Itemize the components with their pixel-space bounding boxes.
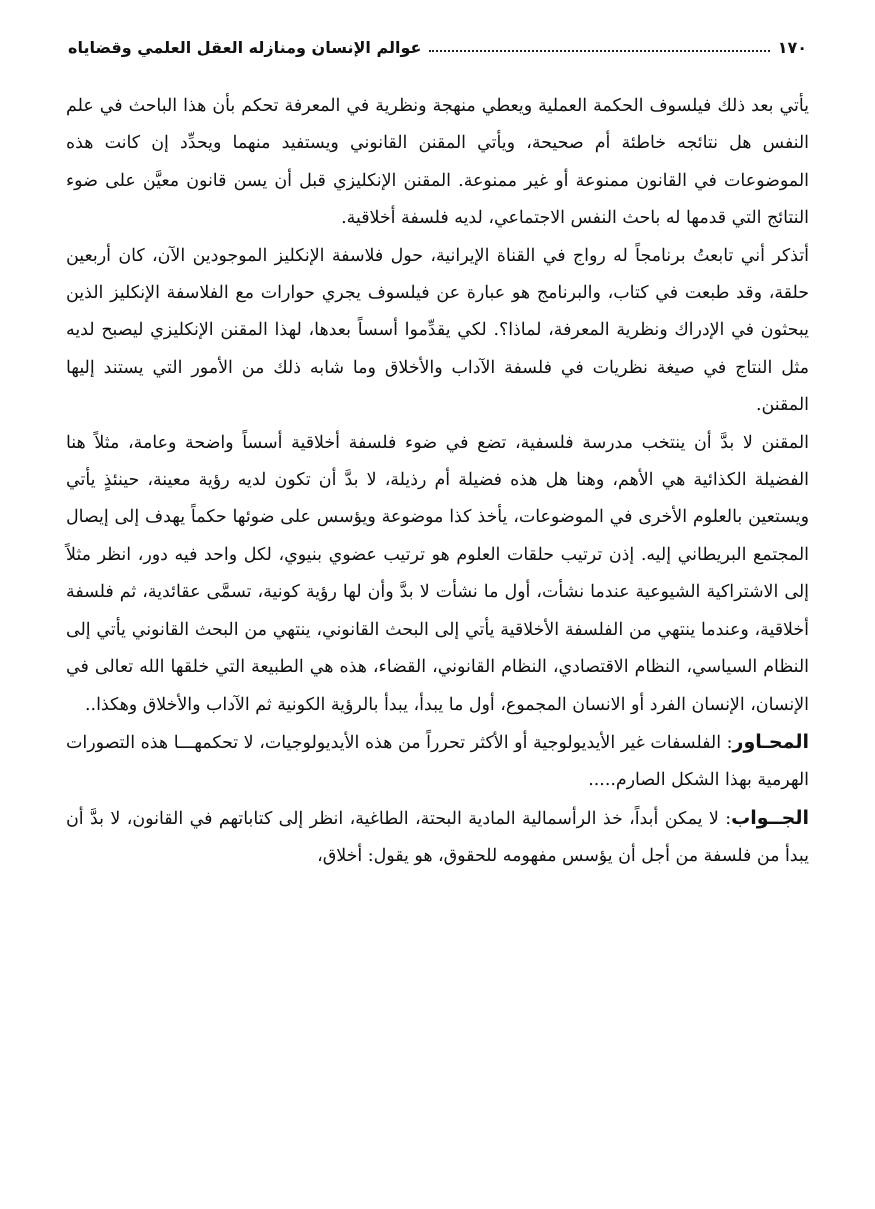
dialogue-text: : الفلسفات غير الأيديولوجية أو الأكثر تحرراً من هذه الأيديولوجيات، لا تحكمهـــا هذه التصورات الهرمية بهذا الشكل الصارم..... (66, 732, 809, 791)
dotted-leader (429, 50, 769, 52)
paragraph: المقنن لا بدَّ أن ينتخب مدرسة فلسفية، تضع في ضوء فلسفة أخلاقية أسساً واضحة وعامة، مثلاً هنا الفضيلة الكذائية هي الأهم، وهنا هل هذه فضيلة أم رذيلة، لا بدَّ أن تكون لديه رؤية معينة، حينئذٍ يأتي ويستعين بالعلوم الأخرى في الموضوعات، يأخذ كذا موضوعة ويؤسس على ضوئها حكماً يهدف إلى إيصال المجتمع البريطاني إليه. إذن ترتيب حلقات العلوم هو ترتيب عضوي بنيوي، لكل واحد فيه دور، انظر مثلاً إلى الاشتراكية الشيوعية عندما نشأت، أول ما نشأت لا بدَّ وأن لها رؤية كونية، تسمَّى عقائدية، ثم فلسفة أخلاقية، وعندما ينتهي من الفلسفة الأخلاقية يأتي إلى البحث القانوني، ينتهي من البحث القانوني يأتي إلى النظام السياسي، النظام الاقتصادي، النظام القانوني، القضاء، هذه هي الطبيعة التي خلقها الله تعالى في الإنسان، الإنسان الفرد أو الانسان المجموع، أول ما يبدأ، يبدأ بالرؤية الكونية ثم الآداب والأخلاق وهكذا.. (66, 432, 809, 715)
page-body (66, 88, 809, 876)
speaker-label: المحـاور (732, 730, 809, 753)
dialogue-text: : لا يمكن أبداً، خذ الرأسمالية المادية البحتة، الطاغية، انظر إلى كتاباتهم في القانون، لا بدَّ أن يبدأ من فلسفة من أجل أن يؤسس مفهومه للحقوق، هو يقول: أخلاق، (66, 808, 809, 867)
running-header (68, 30, 807, 64)
paragraph: يأتي بعد ذلك فيلسوف الحكمة العملية ويعطي منهجة ونظرية في المعرفة تحكم بأن هذا الباحث في علم النفس هل نتائجه خاطئة أم صحيحة، ويأتي المقنن القانوني ويستفيد منهما ويحدِّد إن كانت هذه الموضوعات في القانون ممنوعة أو غير ممنوعة. المقنن الإنكليزي قبل أن يسن قانون معيَّن على ضوء النتائج التي قدمها له باحث النفس الاجتماعي، لديه فلسفة أخلاقية. (66, 96, 809, 229)
speaker-label: الجــواب (731, 806, 809, 829)
dialogue-question (66, 724, 809, 800)
running-title: عوالم الإنسان ومنازله العقل العلمي وقضاياه (68, 37, 422, 57)
paragraph: أتذكر أني تابعتُ برنامجاً له رواج في القناة الإيرانية، حول فلاسفة الإنكليز الموجودين الآن، كان أربعين حلقة، وقد طبعت في كتاب، والبرنامج هو عبارة عن فيلسوف يجري حوارات مع الفلاسفة الإنكليز الذين يبحثون في الإدراك ونظرية المعرفة، لماذا؟. لكي يقدِّموا أسساً بعدها، لهذا المقنن الإنكليزي ليصبح لديه مثل النتاج في صيغة نظريات في فلسفة الآداب والأخلاق وما شابه ذلك من الأمور التي يستند إليها المقنن. (66, 245, 809, 416)
page-number: ١٧٠ (777, 37, 807, 57)
dialogue-answer (66, 800, 809, 876)
